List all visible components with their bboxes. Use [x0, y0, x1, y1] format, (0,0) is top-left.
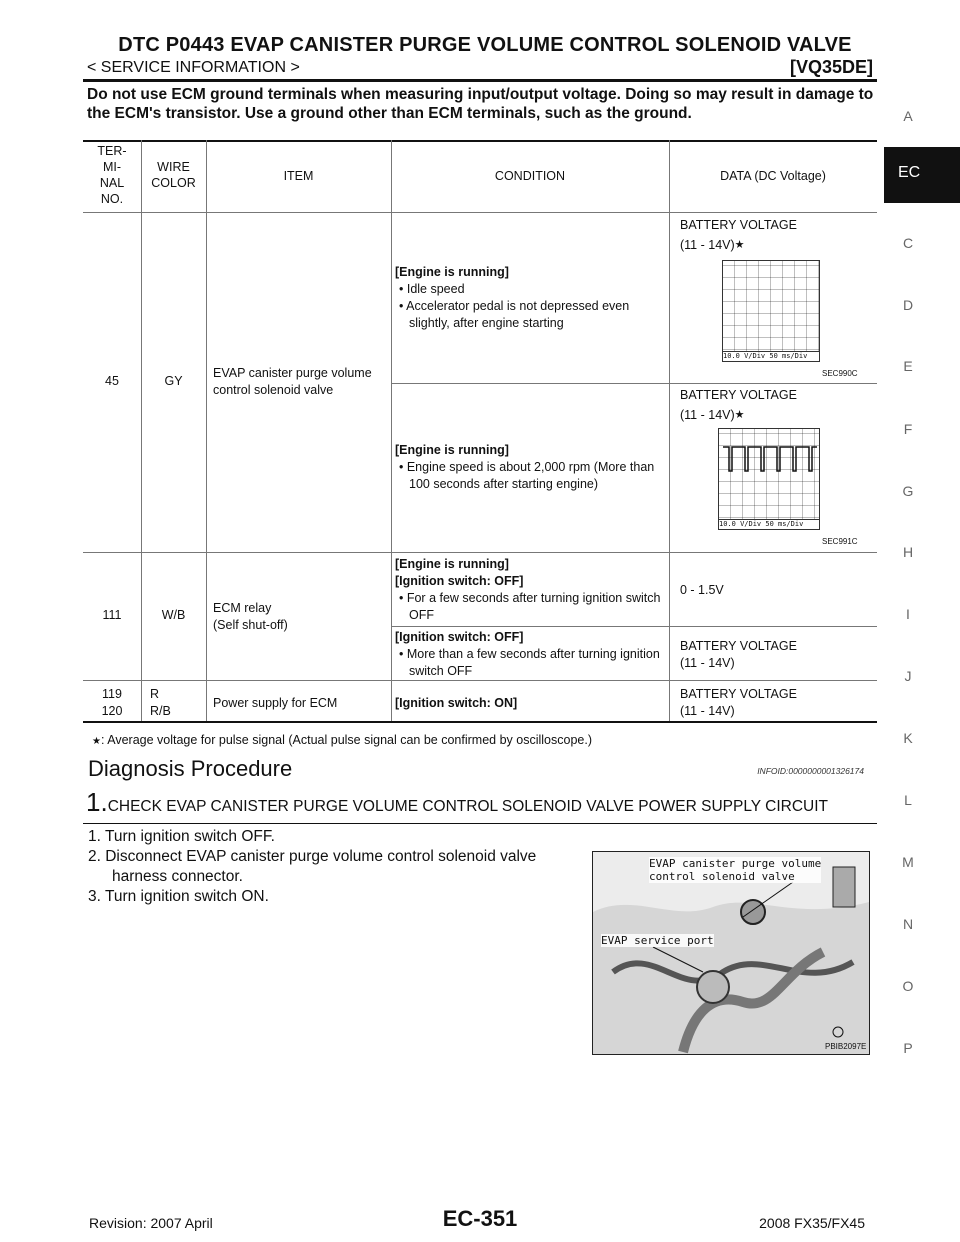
- row119-data: BATTERY VOLTAGE (11 - 14V): [680, 687, 797, 718]
- table-col-rule: [206, 140, 207, 721]
- table-col-rule: [669, 140, 670, 721]
- table-header-rule: [83, 212, 877, 213]
- step-number: 1.: [86, 787, 108, 817]
- table-col-rule: [391, 140, 392, 721]
- row119-condition: [Ignition switch: ON]: [395, 696, 518, 710]
- row45-data-1: [680, 217, 870, 254]
- row119-item: Power supply for ECM: [213, 696, 338, 710]
- row111-data-2: BATTERY VOLTAGE (11 - 14V): [680, 639, 797, 670]
- condition-bullet: • Engine speed is about 2,000 rpm (More than 100 seconds after starting engine): [399, 460, 655, 491]
- star-icon: ★: [734, 239, 745, 251]
- engine-label: [VQ35DE]: [789, 57, 873, 77]
- star-icon: ★: [92, 736, 101, 747]
- section-label: < SERVICE INFORMATION >: [87, 59, 300, 76]
- photo-label-solenoid: EVAP canister purge volume control solenoid valve: [649, 857, 822, 883]
- footnote-text: : Average voltage for pulse signal (Actual pulse signal can be confirmed by oscilloscope.): [100, 733, 592, 747]
- row111-data-1: 0 - 1.5V: [680, 583, 724, 597]
- figure-caption: SEC990C: [822, 369, 858, 378]
- page-number: EC-351: [442, 1206, 518, 1231]
- table-row45-split: [391, 383, 877, 384]
- table-row111-split: [391, 626, 877, 627]
- row45-terminal: 45: [105, 374, 119, 388]
- photo-label-service-port: EVAP service port: [601, 934, 714, 947]
- side-index-ec-tab[interactable]: [884, 147, 960, 203]
- condition-bullet: • More than a few seconds after turning ignition switch OFF: [399, 647, 660, 678]
- table-col-rule: [141, 140, 142, 721]
- data-label: BATTERY VOLTAGE: [680, 388, 797, 402]
- data-range: (11 - 14V): [680, 238, 735, 252]
- row111-condition-1: [395, 556, 665, 624]
- side-index-l[interactable]: L: [904, 792, 912, 808]
- row45-condition-1: [395, 264, 665, 332]
- table-top-rule: [83, 140, 877, 142]
- side-index-f[interactable]: F: [903, 421, 913, 437]
- side-index-ec-label: EC: [898, 164, 921, 181]
- info-id: INFOID:0000000001326174: [757, 766, 864, 776]
- row119-wire: R R/B: [150, 687, 171, 718]
- row111-wire: W/B: [161, 608, 186, 622]
- page-title: DTC P0443 EVAP CANISTER PURGE VOLUME CONTROL SOLENOID VALVE: [118, 34, 852, 56]
- condition-title: [Engine is running] [Ignition switch: OFF]: [395, 557, 524, 588]
- header-rule: [83, 79, 877, 82]
- figure-caption: SEC991C: [822, 537, 858, 546]
- table-row-rule: [83, 680, 877, 681]
- warning-text: Do not use ECM ground terminals when measuring input/output voltage. Doing so may result in damage to the ECM's transistor. Use a ground other than ECM terminals, such as the ground.: [87, 86, 874, 122]
- oscilloscope-image-1: [722, 260, 820, 362]
- data-label: BATTERY VOLTAGE: [680, 218, 797, 232]
- list-item: 2. Disconnect EVAP canister purge volume control solenoid valve harness connector.: [88, 848, 537, 885]
- row111-terminal: 111: [102, 608, 122, 622]
- condition-bullet: • Accelerator pedal is not depressed even slightly, after engine starting: [399, 299, 630, 330]
- side-index-g[interactable]: G: [902, 483, 914, 499]
- side-index-o[interactable]: O: [902, 978, 914, 994]
- header-item: ITEM: [283, 169, 314, 183]
- side-index-i[interactable]: I: [906, 606, 910, 622]
- header-condition: CONDITION: [494, 169, 566, 183]
- oscilloscope-image-2: [718, 428, 820, 530]
- row45-wire: GY: [164, 374, 183, 388]
- side-index-k[interactable]: K: [903, 730, 913, 746]
- row119-terminal: 119 120: [101, 687, 123, 718]
- row111-condition-2: [395, 629, 665, 680]
- table-footnote: [92, 733, 592, 747]
- side-index-m[interactable]: M: [902, 854, 914, 870]
- diagnosis-title: Diagnosis Procedure: [88, 756, 293, 781]
- model-label: 2008 FX35/FX45: [759, 1215, 865, 1231]
- row45-condition-2: [395, 442, 665, 493]
- step-list: [88, 827, 578, 907]
- list-item: 1. Turn ignition switch OFF.: [88, 828, 275, 845]
- row111-item: ECM relay (Self shut-off): [213, 601, 288, 632]
- figure-caption: PBIB2097E: [825, 1042, 867, 1051]
- list-item: 3. Turn ignition switch ON.: [88, 888, 269, 905]
- condition-title: [Ignition switch: OFF]: [395, 630, 524, 644]
- header-wire-color: WIRE COLOR: [151, 160, 196, 190]
- condition-title: [Engine is running]: [395, 443, 509, 457]
- table-bottom-rule: [83, 721, 877, 723]
- scope-footer: 10.0 V/Div 50 ms/Div: [723, 351, 819, 361]
- step-rule: [83, 823, 877, 824]
- side-index-d[interactable]: D: [902, 297, 914, 313]
- data-range: (11 - 14V): [680, 408, 735, 422]
- row45-data-2: [680, 387, 870, 424]
- engine-bay-photo: [592, 851, 870, 1055]
- condition-bullet: • Idle speed: [399, 282, 465, 296]
- condition-bullet: • For a few seconds after turning ignition switch OFF: [399, 591, 661, 622]
- condition-title: [Engine is running]: [395, 265, 509, 279]
- pulse-waveform: [719, 429, 819, 519]
- side-index-c[interactable]: C: [902, 235, 914, 251]
- step-title: CHECK EVAP CANISTER PURGE VOLUME CONTROL SOLENOID VALVE POWER SUPPLY CIRCUIT: [107, 798, 829, 815]
- header-terminal: TER- MI- NAL NO.: [97, 144, 127, 206]
- row45-item: EVAP canister purge volume control solenoid valve: [213, 366, 372, 397]
- scope-footer: 10.0 V/Div 50 ms/Div: [719, 519, 819, 529]
- step-heading: [86, 787, 828, 818]
- side-index-a[interactable]: A: [903, 108, 913, 124]
- star-icon: ★: [734, 409, 745, 421]
- side-index-p[interactable]: P: [903, 1040, 913, 1056]
- table-row-rule: [83, 552, 877, 553]
- side-index-j[interactable]: J: [904, 668, 912, 684]
- side-index-n[interactable]: N: [902, 916, 914, 932]
- revision-date: Revision: 2007 April: [89, 1215, 213, 1231]
- header-data: DATA (DC Voltage): [720, 169, 826, 183]
- side-index-h[interactable]: H: [902, 544, 914, 560]
- side-index-e[interactable]: E: [903, 358, 913, 374]
